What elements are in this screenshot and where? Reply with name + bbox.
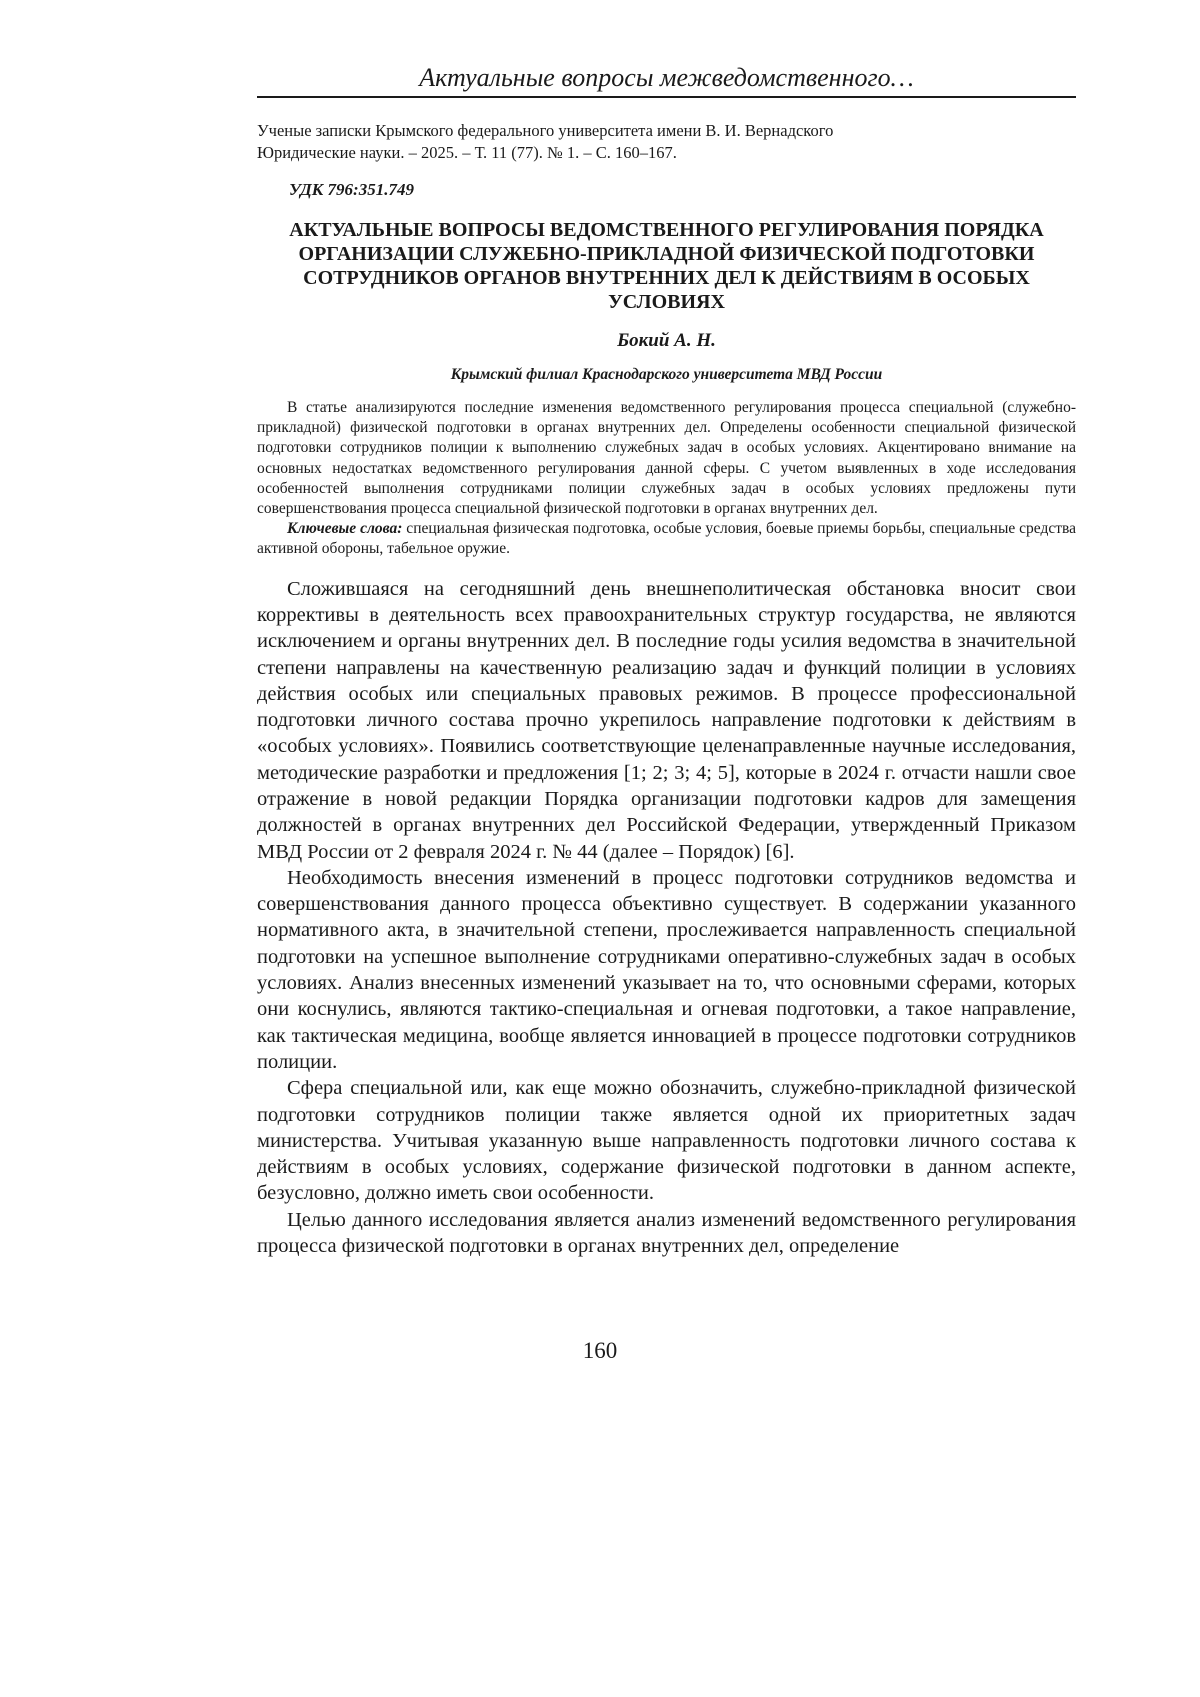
article-title: АКТУАЛЬНЫЕ ВОПРОСЫ ВЕДОМСТВЕННОГО РЕГУЛИРОВАНИЯ ПОРЯДКА ОРГАНИЗАЦИИ СЛУЖЕБНО-ПРИКЛАДНОЙ ФИЗИЧЕСКОЙ ПОДГОТОВКИ СОТРУДНИКОВ ОРГАНОВ ВНУТРЕННИХ ДЕЛ К ДЕЙСТВИЯМ В ОСОБЫХ УСЛОВИЯХ [257,218,1076,314]
author: Бокий А. Н. [257,328,1076,354]
paragraph: Необходимость внесения изменений в процесс подготовки сотрудников ведомства и совершенствования данного процесса объективно существует. В содержании указанного нормативного акта, в значительной степени, прослеживается направленность специальной подготовки на успешное выполнение сотрудниками оперативно-служебных задач в особых условиях. Анализ внесенных изменений указывает на то, что основными сферами, которых они коснулись, являются тактико-специальная и огневая подготовки, а такое направление, как тактическая медицина, вообще является инновацией в процессе подготовки сотрудников полиции. [257,865,1076,1075]
page [257,62,1076,1259]
header-rule [257,96,1076,98]
running-head: Актуальные вопросы межведомственного… [257,62,1076,94]
udk-code: УДК 796:351.749 [289,178,1076,202]
paragraph: Целью данного исследования является анализ изменений ведомственного регулирования процесса физической подготовки в органах внутренних дел, определение [257,1207,1076,1260]
keywords [257,519,1076,559]
body-text [257,576,1076,1260]
citation-line-1: Ученые записки Крымского федерального университета имени В. И. Вернадского [257,120,1076,142]
paragraph: Сфера специальной или, как еще можно обозначить, служебно-прикладной физической подготовки сотрудников полиции также является одной их приоритетных задач министерства. Учитывая указанную выше направленность подготовки личного состава к действиям в особых условиях, содержание физической подготовки в данном аспекте, безусловно, должно иметь свои особенности. [257,1075,1076,1206]
page-number: 160 [0,1337,1200,1365]
affiliation: Крымский филиал Краснодарского университета МВД России [257,364,1076,386]
abstract: В статье анализируются последние изменения ведомственного регулирования процесса специальной (служебно-прикладной) физической подготовки в органах внутренних дел. Определены особенности специальной физической подготовки сотрудников полиции к выполнению служебных задач в особых условиях. Акцентировано внимание на основных недостатках ведомственного регулирования данной сферы. С учетом выявленных в ходе исследования особенностей выполнения сотрудниками полиции служебных задач в особых условиях предложены пути совершенствования процесса специальной физической подготовки в органах внутренних дел. [257,398,1076,519]
keywords-label: Ключевые слова: [287,520,402,537]
paragraph: Сложившаяся на сегодняшний день внешнеполитическая обстановка вносит свои коррективы в деятельность всех правоохранительных структур государства, не являются исключением и органы внутренних дел. В последние годы усилия ведомства в значительной степени направлены на качественную реализацию задач и функций полиции в условиях действия особых или специальных правовых режимов. В процессе профессиональной подготовки личного состава прочно укрепилось направление подготовки к действиям в «особых условиях». Появились соответствующие целенаправленные научные исследования, методические разработки и предложения [1; 2; 3; 4; 5], которые в 2024 г. отчасти нашли свое отражение в новой редакции Порядка организации подготовки кадров для замещения должностей в органах внутренних дел Российской Федерации, утвержденный Приказом МВД России от 2 февраля 2024 г. № 44 (далее – Порядок) [6]. [257,576,1076,865]
citation-line-2: Юридические науки. – 2025. – Т. 11 (77). № 1. – С. 160–167. [257,142,1076,164]
keywords-text: специальная физическая подготовка, особые условия, боевые приемы борьбы, специальные средства активной обороны, табельное оружие. [257,520,1076,557]
citation [257,120,1076,164]
